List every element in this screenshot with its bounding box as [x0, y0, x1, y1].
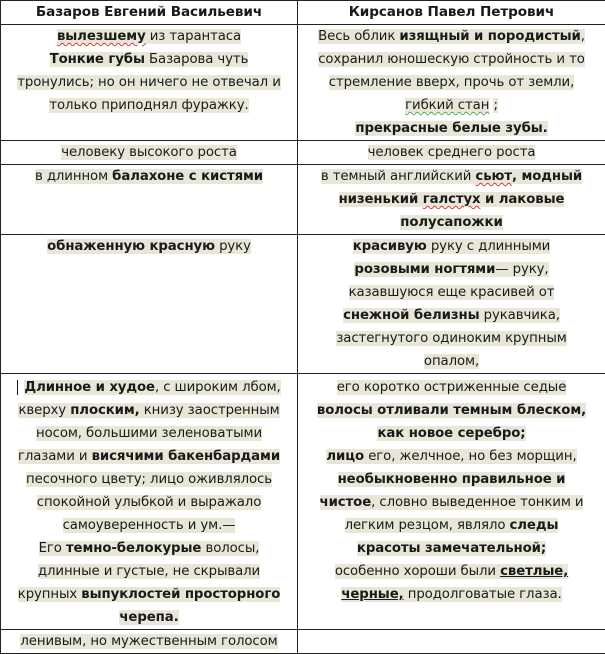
text-line: особенно хороши были светлые,	[301, 560, 602, 583]
text-line: длинные и густые, не скрывали	[4, 560, 294, 583]
text-line: низенький галстух и лаковые	[301, 188, 602, 211]
table-row	[1, 235, 605, 374]
table-row	[1, 374, 605, 630]
table-row	[1, 165, 605, 235]
cell-bazarov	[1, 141, 298, 165]
text-line: ленивым, но мужественным голосом	[4, 630, 294, 653]
text-line: Тонкие губы Базарова чуть	[4, 48, 294, 71]
text-line: кверху плоским, книзу заостренным	[4, 399, 294, 422]
text-line: спокойной улыбкой и выражало	[4, 491, 294, 514]
header-kirsanov: Кирсанов Павел Петрович	[298, 1, 605, 25]
text-line: необыкновенно правильное и	[301, 468, 602, 491]
text-line: человеку высокого роста	[4, 141, 294, 164]
text-line: в темный английский сьют, модный	[301, 165, 602, 188]
table-row	[1, 25, 605, 141]
text-line: только приподнял фуражку.	[4, 94, 294, 117]
text-line: самоуверенность и ум.—	[4, 514, 294, 537]
text-line: крупных выпуклостей просторного	[4, 583, 294, 606]
text-line: песочного цвету; лицо оживлялось	[4, 468, 294, 491]
text-line: казавшуюся еще красивей от	[301, 281, 602, 304]
text-line: сохранил юношескую стройность и то	[301, 48, 602, 71]
text-line: его коротко остриженные седые	[301, 376, 602, 399]
text-line: чистое, словно выведенное тонким и	[301, 491, 602, 514]
table-row	[1, 630, 605, 654]
text-line: черные, продолговатые глаза.	[301, 583, 602, 606]
text-line: полусапожки	[301, 211, 602, 234]
table-row	[1, 141, 605, 165]
text-line: стремление вверх, прочь от земли,	[301, 71, 602, 94]
text-line: опалом,	[301, 350, 602, 373]
header-bazarov: Базаров Евгений Васильевич	[1, 1, 298, 25]
text-line: Весь облик изящный и породистый,	[301, 25, 602, 48]
text-line: прекрасные белые зубы.	[301, 117, 602, 140]
text-line: легким резцом, являло следы	[301, 514, 602, 537]
text-line: красоты замечательной;	[301, 537, 602, 560]
cell-kirsanov	[298, 141, 605, 165]
cell-kirsanov-empty	[298, 630, 605, 654]
table-header-row	[1, 1, 605, 25]
text-line: гибкий стан ;	[301, 94, 602, 117]
cell-kirsanov	[298, 374, 605, 630]
cell-bazarov	[1, 374, 298, 630]
cell-kirsanov	[298, 165, 605, 235]
text-line: носом, большими зеленоватыми	[4, 422, 294, 445]
text-line: застегнутого одиноким крупным	[301, 327, 602, 350]
text-cursor	[17, 380, 18, 395]
text-line: как новое серебро;	[301, 422, 602, 445]
cell-bazarov	[1, 630, 298, 654]
text-line: в длинном балахоне с кистями	[4, 165, 294, 188]
text-line: лицо его, желчное, но без морщин,	[301, 445, 602, 468]
cell-bazarov	[1, 235, 298, 374]
cell-bazarov	[1, 25, 298, 141]
cell-kirsanov	[298, 235, 605, 374]
text-line: глазами и висячими бакенбардами	[4, 445, 294, 468]
text-line: обнаженную красную руку	[4, 235, 294, 258]
text-line: Длинное и худое, с широким лбом,	[4, 376, 294, 399]
text-line: красивую руку с длинными	[301, 235, 602, 258]
cell-kirsanov	[298, 25, 605, 141]
text-line: тронулись; но он ничего не отвечал и	[4, 71, 294, 94]
text-line: Его темно-белокурые волосы,	[4, 537, 294, 560]
cell-bazarov	[1, 165, 298, 235]
text-line: розовыми ногтями— руку,	[301, 258, 602, 281]
text-line: волосы отливали темным блеском,	[301, 399, 602, 422]
text-line: черепа.	[4, 606, 294, 629]
text-line: снежной белизны рукавчика,	[301, 304, 602, 327]
text-line: вылезшему из тарантаса	[4, 25, 294, 48]
text-line: человек среднего роста	[301, 141, 602, 164]
